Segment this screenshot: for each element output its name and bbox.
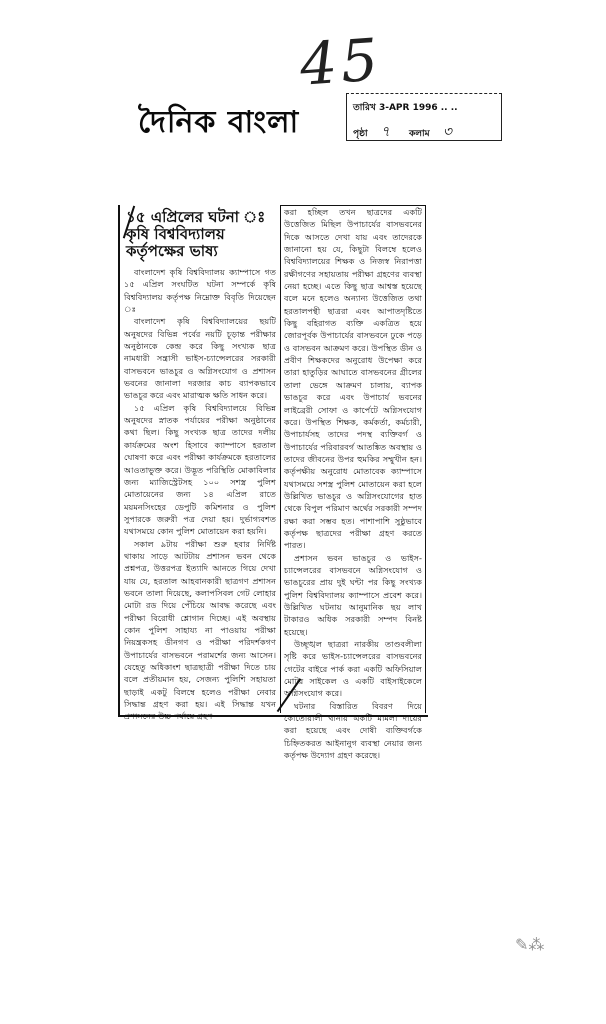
article-paragraph: ঘটনার বিস্তারিত বিবরণ দিয়ে কোতোয়ালী থানায় একটি মামলা দায়ের করা হয়েছে এবং দোষী ব্যক্তিবর্গকে চিহ্নিতকরত আইনানুগ ব্যবস্থা নেয়ার জন্য কর্তৃপক্ষ উদ্যোগ গ্রহণ করেছে। bbox=[284, 700, 422, 761]
newspaper-masthead: দৈনিক বাংলা bbox=[138, 105, 300, 140]
stamp-page: ৭ bbox=[380, 124, 390, 140]
article-paragraph: ১৫ এপ্রিল কৃষি বিশ্ববিদ্যালয়ে বিভিন্ন অনুষদের স্নাতক পর্যায়ের পরীক্ষা অনুষ্ঠানের কথা ছিল। কিছু সংখ্যক ছাত্র তাদের দলীয় কার্যক্রমের অংশ হিসাবে ক্যাম্পাসে হরতাল ঘোষণা করে এবং পরীক্ষা কার্যক্রমকে হরতালের আওতাভুক্ত করে। উদ্ভূত পরিস্থিতি মোকাবিলার জন্য ম্যাজিস্ট্রেটসহ ১০০ সশস্ত্র পুলিশ মোতায়েনের জন্য ১৪ এপ্রিল রাতে ময়মনসিংহের ডেপুটি কমিশনার ও পুলিশ সুপারকে জরুরী পত্র দেয়া হয়। দুর্ভাগ্যবশত যথাসময়ে কোন পুলিশ মোতায়েন করা হয়নি। bbox=[124, 402, 276, 537]
handwritten-page-number: 45 bbox=[297, 25, 385, 99]
article-paragraph: সকাল ৯টায় পরীক্ষা শুরু হবার নির্দিষ্ট থাকায় সাড়ে আটটায় প্রশাসন ভবন থেকে প্রশ্নপত্র, উত্তরপত্র ইত্যাদি আনতে গিয়ে দেখা যায় যে, হরতাল আহবানকারী ছাত্রগণ প্রশাসন ভবনে তালা দিয়েছে, কলাপসিবল গেট লোহার মোটা রড দিয়ে পেঁচিয়ে আবদ্ধ করেছে এবং পরীক্ষা বিরোধী শ্লোগান দিচ্ছে। এই অবস্থায় কোন পুলিশ সাহায্য না পাওয়ায় পরীক্ষা নিয়ন্ত্রকসহ ডীনগণ ও পরীক্ষা পরিদর্শকগণ উপাচার্যের বাসভবনে পরামর্শের জন্য আসেন। যেহেতু অধিকাংশ ছাত্রছাত্রী পরীক্ষা দিতে চায় বলে প্রতীয়মান হয়, সেজন্য পুলিশি সহায়তা ছাড়াই একটু বিলম্বে হলেও পরীক্ষা নেবার সিদ্ধান্ত গ্রহণ করা হয়। এই সিদ্ধান্ত যখন প্রশাসনের উচ্চ পর্যায়ে গ্রহণ bbox=[124, 538, 276, 722]
article-paragraph: প্রশাসন ভবন ভাঙচুর ও ভাইস-চ্যান্সেলরের বাসভবনে অগ্নিসংযোগ ও ভাঙচুরের প্রায় দুই ঘন্টা পর কিছু সংখ্যক পুলিশ বিশ্ববিদ্যালয় ক্যাম্পাসে প্রবেশ করে। উল্লিখিত ঘটনায় আনুমানিক ছয় লাখ টাকারও অধিক সরকারী সম্পদ বিনষ্ট হয়েছে। bbox=[284, 552, 422, 637]
article-paragraph: উচ্ছৃঙ্খল ছাত্ররা নারকীয় তাণ্ডবলীলা সৃষ্টি করে ভাইস-চ্যান্সেলরের বাসভবনের গেটের বাইরে পার্ক করা একটি অফিসিয়াল মোটর সাইকেল ও একটি বাইসাইকেলে অগ্নিসংযোগ করে। bbox=[284, 639, 422, 699]
scan-smudge-mark: ✎⁂ bbox=[515, 935, 545, 954]
stamp-date-label: তারিখ bbox=[353, 103, 376, 113]
article-paragraph: বাংলাদেশ কৃষি বিশ্ববিদ্যালয়ের ছয়টি অনুষদের বিভিন্ন পর্বের নয়টি চূড়ান্ত পরীক্ষার অনুষ্ঠানকে কেন্দ্র করে কিছু সংখ্যক ছাত্র নামধারী সন্ত্রাসী ভাইস-চ্যান্সেলরের সরকারী বাসভবনে ভাঙচুর ও অগ্নিসংযোগ ও প্রশাসন ভবনের জানালা দরজার কাচ ব্যাপকভাবে ভাঙচুর করে এবং মারাত্মক ক্ষতি সাধন করে। bbox=[124, 316, 276, 401]
article-paragraph: করা হচ্ছিল তখন ছাত্রদের একটি উত্তেজিত মিছিল উপাচার্যের বাসভবনের দিকে আসতে দেখা যায় এবং তাদেরকে জানানো হয় যে, কিছুটা বিলম্বে হলেও বিশ্ববিদ্যালয়ের শিক্ষক ও নিজস্ব নিরাপত্তা রক্ষীগণের সহায়তায় পরীক্ষা গ্রহণের ব্যবস্থা নেয়া হচ্ছে। এতে কিছু ছাত্র আশ্বস্ত হয়েছে বলে মনে হলেও অন্যান্য উত্তেজিত তথা হরতালপন্থী ছাত্ররা এবং আপাতদৃষ্টিতে কিছু বহিরাগত ব্যক্তি একত্রিত হয়ে জোরপূর্বক উপাচার্যের বাসভবনে ঢুকে পড়ে ও বাসভবন আক্রমণ করে। উপস্থিত ডীন ও প্রবীণ শিক্ষকদের অনুরোধ উপেক্ষা করে তারা হাতুড়ির আঘাতে বাসভবনের গ্রীলের তালা ভেঙ্গে আক্রমণ চালায়, ব্যাপক ভাঙচুর করে এবং উপাচার্য ভবনের লাইব্রেরী সোফা ও কার্পেটে অগ্নিসংযোগ করে। উপস্থিত শিক্ষক, কর্মকর্তা, কর্মচারী, উপাচার্যসহ তাদের পদস্থ ব্যক্তিবর্গ ও উপাচার্যের পরিবারবর্গ আতঙ্কিত অবস্থায় ও তাদের জীবনের উপর হুমকির সম্মুখীন হন। কর্তৃপক্ষীয় অনুরোধ মোতাবেক ক্যাম্পাসে যথাসময়ে সশস্ত্র পুলিশ মোতায়েন করা হলে উল্লিখিত ভাঙচুর ও অগ্নিসংযোগের হাত থেকে বিপুল পরিমাণ অর্থের সরকারী সম্পদ রক্ষা করা সম্ভব হত। পাশাপাশি সুষ্ঠুভাবে কর্তৃপক্ষ ছাত্রদের পরীক্ষা গ্রহণ করতে পারত। bbox=[284, 207, 422, 551]
article-column-right bbox=[280, 205, 426, 761]
stamp-column: ৩ bbox=[442, 124, 452, 140]
stamp-column-label: কলাম bbox=[408, 129, 430, 139]
stamp-date: 3-APR 1996 bbox=[378, 103, 438, 113]
article-column-left bbox=[124, 205, 276, 722]
stamp-page-label: পৃষ্ঠা bbox=[353, 129, 368, 139]
newspaper-clipping bbox=[118, 205, 428, 761]
article-paragraph: বাংলাদেশ কৃষি বিশ্ববিদ্যালয় ক্যাম্পাসে গত ১৫ এপ্রিল সংঘটিত ঘটনা সম্পর্কে কৃষি বিশ্ববিদ্যালয় কর্তৃপক্ষ নিম্নোক্ত বিবৃতি দিয়েছেন ঃ bbox=[124, 267, 276, 315]
article-headline: ১৫ এপ্রিলের ঘটনা ঃ কৃষি বিশ্ববিদ্যালয় কর্তৃপক্ষের ভাষ্য bbox=[126, 208, 266, 260]
date-stamp: তারিখ 3-APR 1996 .. .. পৃষ্ঠা ৭ কলাম ৩ bbox=[346, 93, 502, 141]
